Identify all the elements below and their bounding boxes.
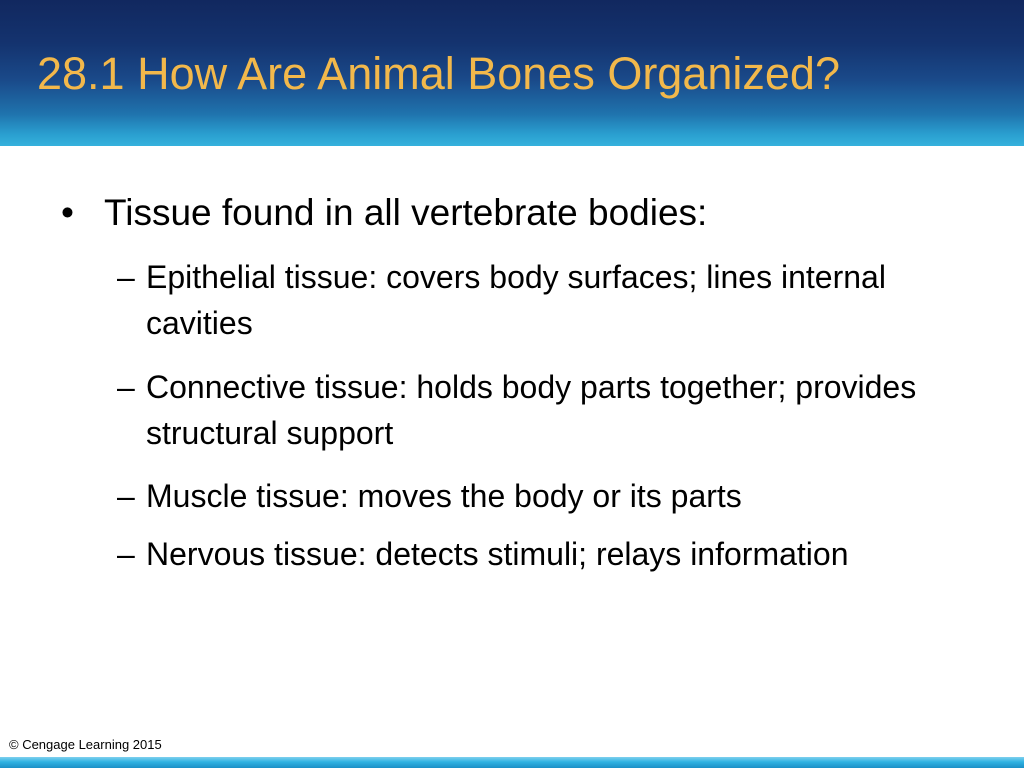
subitem-dash-marker: – [117,369,135,405]
subitem-dash-marker: – [117,259,135,295]
subitem-text: Nervous tissue: detects stimuli; relays information [146,536,849,572]
slide-footer-bar [0,757,1024,768]
bullet-text: Tissue found in all vertebrate bodies: [104,192,708,233]
subitem-text: Connective tissue: holds body parts together; provides structural support [146,369,917,451]
subitem-dash-marker: – [117,536,135,572]
copyright-notice: © Cengage Learning 2015 [9,737,162,752]
subitem-text: Epithelial tissue: covers body surfaces; lines internal cavities [146,259,886,341]
subitem-text: Muscle tissue: moves the body or its parts [146,478,742,514]
bullet-marker: • [61,192,74,233]
slide-title: 28.1 How Are Animal Bones Organized? [37,48,840,99]
subitem-dash-marker: – [117,478,135,514]
